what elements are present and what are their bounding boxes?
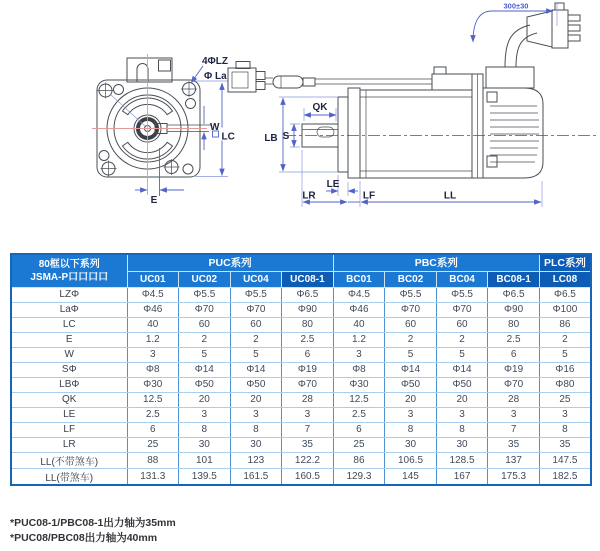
spec-cell: 12.5 — [127, 392, 179, 407]
spec-row-label: LR — [11, 437, 127, 452]
model-header: UC02 — [179, 271, 231, 287]
spec-cell: 3 — [282, 407, 334, 422]
dim-label-w: W — [210, 122, 220, 133]
spec-cell: 160.5 — [282, 468, 334, 485]
spec-cell: Φ5.5 — [230, 287, 282, 302]
spec-row — [11, 362, 591, 377]
model-header: UC01 — [127, 271, 179, 287]
spec-cell: 123 — [230, 452, 282, 468]
spec-cell: Φ6.5 — [488, 287, 540, 302]
spec-cell: 20 — [385, 392, 437, 407]
spec-cell: Φ4.5 — [333, 287, 385, 302]
spec-cell: 60 — [385, 317, 437, 332]
motor-front-view — [92, 54, 236, 206]
spec-row — [11, 437, 591, 452]
motor-side-view — [228, 1, 596, 207]
spec-cell: 40 — [127, 317, 179, 332]
spec-cell: Φ50 — [436, 377, 488, 392]
dimension-drawing — [0, 0, 600, 248]
spec-cell: 8 — [436, 422, 488, 437]
spec-cell: 6 — [127, 422, 179, 437]
spec-cell: 28 — [488, 392, 540, 407]
spec-row-label: LL(不带煞车) — [11, 452, 127, 468]
spec-cell: 8 — [385, 422, 437, 437]
spec-cell: 6 — [333, 422, 385, 437]
spec-cell: 2.5 — [127, 407, 179, 422]
model-header: UC04 — [230, 271, 282, 287]
spec-cell: 60 — [230, 317, 282, 332]
spec-cell: Φ90 — [282, 302, 334, 317]
spec-cell: 35 — [539, 437, 591, 452]
dim-label-qk: QK — [312, 102, 328, 113]
spec-cell: 80 — [488, 317, 540, 332]
dim-label-lb: LB — [264, 133, 278, 144]
spec-cell: 2.5 — [488, 332, 540, 347]
spec-row — [11, 377, 591, 392]
dim-label-lz: 4ΦLZ — [202, 56, 228, 67]
spec-cell: 5 — [230, 347, 282, 362]
spec-cell: 101 — [179, 452, 231, 468]
spec-cell: Φ30 — [127, 377, 179, 392]
dim-label-s: S — [282, 131, 290, 142]
model-header: BC02 — [385, 271, 437, 287]
spec-cell: Φ46 — [127, 302, 179, 317]
spec-cell: 35 — [282, 437, 334, 452]
spec-cell: 2 — [179, 332, 231, 347]
model-header: BC04 — [436, 271, 488, 287]
spec-row-label: LZΦ — [11, 287, 127, 302]
spec-row — [11, 468, 591, 485]
spec-cell: 25 — [333, 437, 385, 452]
spec-cell: Φ70 — [230, 302, 282, 317]
spec-cell: 5 — [385, 347, 437, 362]
spec-row — [11, 287, 591, 302]
spec-cell: 60 — [436, 317, 488, 332]
spec-cell: Φ90 — [488, 302, 540, 317]
dim-label-la: Φ La — [204, 71, 227, 82]
spec-row-label: LE — [11, 407, 127, 422]
spec-cell: Φ50 — [230, 377, 282, 392]
spec-cell: 139.5 — [179, 468, 231, 485]
spec-cell: Φ50 — [179, 377, 231, 392]
spec-cell: 20 — [179, 392, 231, 407]
spec-row-label: LF — [11, 422, 127, 437]
dim-label-le: LE — [326, 179, 340, 190]
model-header: UC08-1 — [282, 271, 334, 287]
spec-cell: Φ70 — [488, 377, 540, 392]
spec-cell: 7 — [488, 422, 540, 437]
spec-cell: 60 — [179, 317, 231, 332]
spec-row — [11, 407, 591, 422]
footnote-line: *PUC08/PBC08出力轴为40mm — [10, 531, 158, 544]
spec-cell: 182.5 — [539, 468, 591, 485]
spec-cell: 86 — [539, 317, 591, 332]
spec-cell: 20 — [436, 392, 488, 407]
model-header: BC01 — [333, 271, 385, 287]
spec-cell: Φ5.5 — [179, 287, 231, 302]
spec-cell: 5 — [436, 347, 488, 362]
spec-cell: 6 — [488, 347, 540, 362]
spec-cell: 2.5 — [333, 407, 385, 422]
spec-cell: 2.5 — [282, 332, 334, 347]
spec-cell: 5 — [539, 347, 591, 362]
spec-cell: Φ5.5 — [385, 287, 437, 302]
spec-cell: 129.3 — [333, 468, 385, 485]
spec-row-label: SΦ — [11, 362, 127, 377]
spec-row-label: QK — [11, 392, 127, 407]
spec-cell: 147.5 — [539, 452, 591, 468]
spec-cell: 175.3 — [488, 468, 540, 485]
spec-cell: Φ14 — [385, 362, 437, 377]
spec-cell: Φ70 — [179, 302, 231, 317]
spec-cell: 30 — [385, 437, 437, 452]
dim-label-ll: LL — [443, 190, 457, 202]
spec-cell: 3 — [127, 347, 179, 362]
spec-row-label: LC — [11, 317, 127, 332]
spec-cell: Φ19 — [282, 362, 334, 377]
spec-cell: 8 — [179, 422, 231, 437]
spec-cell: Φ14 — [436, 362, 488, 377]
spec-cell: 2 — [385, 332, 437, 347]
spec-row-label: LaΦ — [11, 302, 127, 317]
footnote-line: *PUC08-1/PBC08-1出力轴为35mm — [10, 517, 176, 529]
encoder-connector-icon — [228, 62, 265, 93]
series-header: PLC系列 — [539, 254, 591, 271]
corner-line2: JSMA-P口口口口 — [30, 271, 109, 283]
front-connector-icon — [127, 58, 172, 82]
spec-cell: 30 — [436, 437, 488, 452]
spec-cell: Φ100 — [539, 302, 591, 317]
model-header: BC08-1 — [488, 271, 540, 287]
spec-cell: Φ6.5 — [539, 287, 591, 302]
spec-cell: 2 — [539, 332, 591, 347]
spec-table — [10, 253, 592, 486]
spec-cell: 8 — [539, 422, 591, 437]
spec-row-label: E — [11, 332, 127, 347]
spec-cell: 30 — [230, 437, 282, 452]
spec-cell: Φ46 — [333, 302, 385, 317]
spec-cell: 3 — [230, 407, 282, 422]
spec-cell: 3 — [333, 347, 385, 362]
spec-cell: 25 — [127, 437, 179, 452]
spec-cell: 2 — [230, 332, 282, 347]
spec-cell: 5 — [179, 347, 231, 362]
spec-cell: 80 — [282, 317, 334, 332]
spec-cell: Φ80 — [539, 377, 591, 392]
spec-cell: 30 — [179, 437, 231, 452]
spec-cell: 12.5 — [333, 392, 385, 407]
spec-cell: 3 — [436, 407, 488, 422]
spec-cell: 2 — [436, 332, 488, 347]
spec-cell: Φ14 — [179, 362, 231, 377]
header-row-series — [11, 254, 591, 271]
spec-cell: 122.2 — [282, 452, 334, 468]
spec-cell: Φ70 — [436, 302, 488, 317]
spec-cell: Φ16 — [539, 362, 591, 377]
spec-cell: Φ8 — [127, 362, 179, 377]
spec-cell: 131.3 — [127, 468, 179, 485]
spec-cell: Φ19 — [488, 362, 540, 377]
spec-cell: Φ30 — [333, 377, 385, 392]
spec-cell: 161.5 — [230, 468, 282, 485]
spec-cell: 8 — [230, 422, 282, 437]
spec-cell: 6 — [282, 347, 334, 362]
spec-cell: 1.2 — [127, 332, 179, 347]
spec-cell: 128.5 — [436, 452, 488, 468]
spec-cell: Φ14 — [230, 362, 282, 377]
spec-cell: 88 — [127, 452, 179, 468]
spec-cell: 7 — [282, 422, 334, 437]
spec-cell: Φ5.5 — [436, 287, 488, 302]
rear-ribs-icon — [490, 106, 539, 162]
dim-label-lc: LC — [221, 131, 235, 143]
dim-label-e: E — [150, 195, 158, 206]
corner-line1: 80框以下系列 — [38, 258, 100, 270]
spec-cell: Φ50 — [385, 377, 437, 392]
spec-row-label: LL(带煞车) — [11, 468, 127, 485]
spec-cell: 3 — [385, 407, 437, 422]
footnotes — [10, 516, 176, 545]
spec-row — [11, 392, 591, 407]
spec-cell: Φ8 — [333, 362, 385, 377]
spec-cell: 167 — [436, 468, 488, 485]
spec-row — [11, 302, 591, 317]
spec-row — [11, 422, 591, 437]
series-header: PBC系列 — [333, 254, 539, 271]
spec-cell: Φ4.5 — [127, 287, 179, 302]
spec-cell: 28 — [282, 392, 334, 407]
spec-cell: 86 — [333, 452, 385, 468]
spec-row — [11, 452, 591, 468]
table-corner-header — [11, 254, 127, 287]
spec-row — [11, 332, 591, 347]
spec-row — [11, 347, 591, 362]
spec-cell: Φ6.5 — [282, 287, 334, 302]
spec-cell: 3 — [488, 407, 540, 422]
model-header: LC08 — [539, 271, 591, 287]
spec-cell: 3 — [179, 407, 231, 422]
spec-cell: 40 — [333, 317, 385, 332]
spec-cell: 35 — [488, 437, 540, 452]
spec-row-label: W — [11, 347, 127, 362]
spec-cell: 137 — [488, 452, 540, 468]
spec-row — [11, 317, 591, 332]
spec-cell: Φ70 — [282, 377, 334, 392]
spec-cell: 1.2 — [333, 332, 385, 347]
dim-label-lr: LR — [302, 190, 316, 202]
spec-row-label: LBΦ — [11, 377, 127, 392]
spec-cell: 106.5 — [385, 452, 437, 468]
spec-cell: 25 — [539, 392, 591, 407]
dim-label-cable: 300±30 — [503, 1, 529, 11]
dim-label-lf: LF — [362, 190, 376, 202]
spec-cell: 20 — [230, 392, 282, 407]
spec-cell: Φ70 — [385, 302, 437, 317]
series-header: PUC系列 — [127, 254, 333, 271]
spec-cell: 3 — [539, 407, 591, 422]
spec-cell: 145 — [385, 468, 437, 485]
